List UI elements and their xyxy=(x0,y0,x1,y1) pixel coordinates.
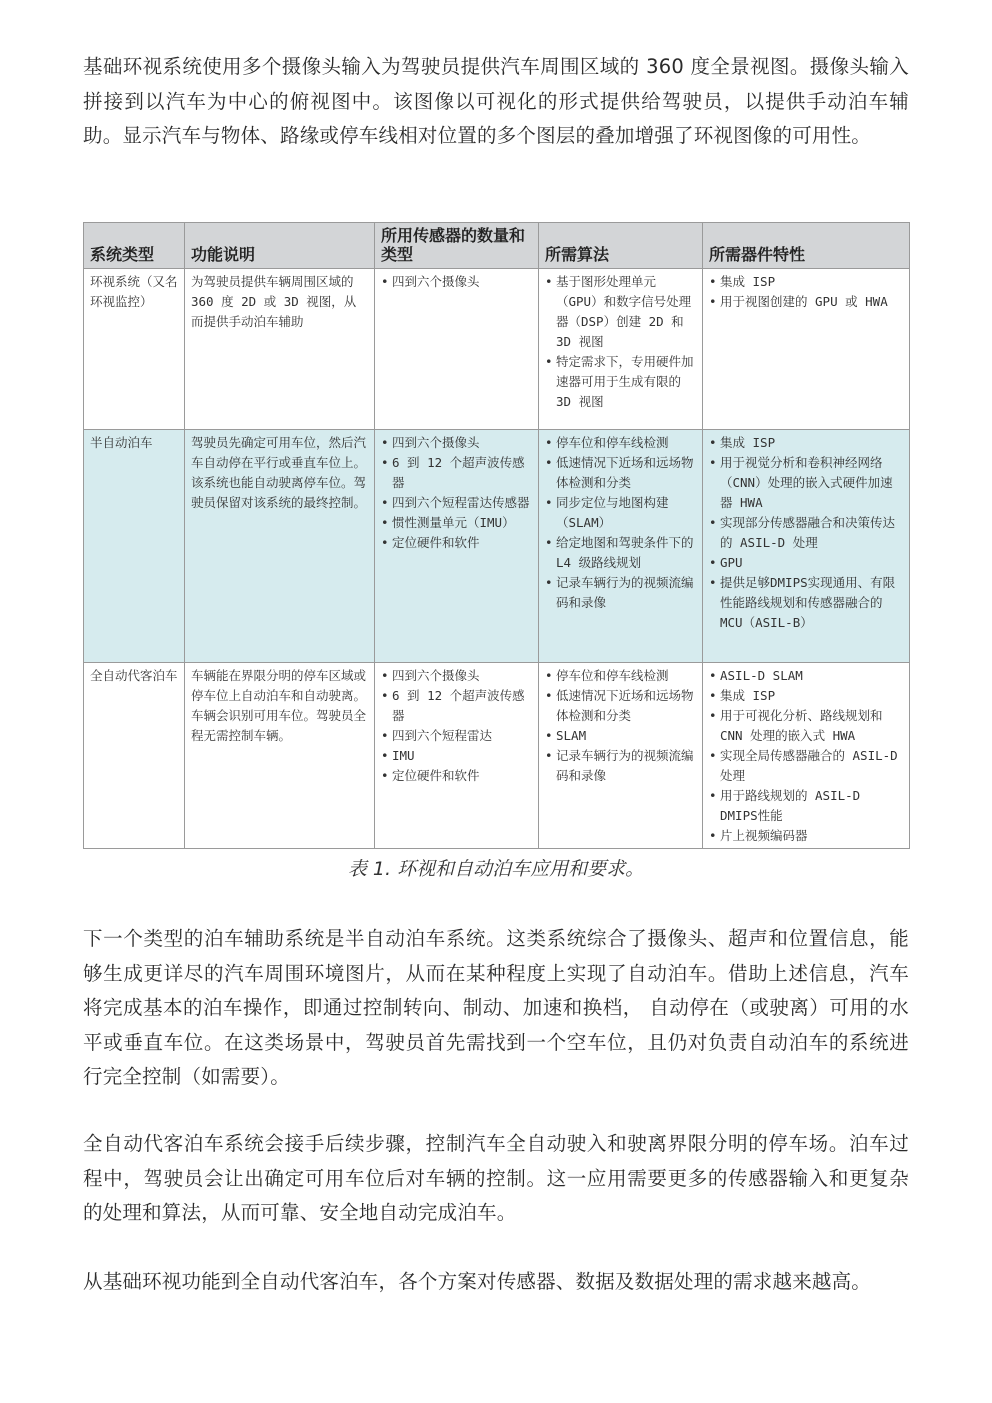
list-item: • 四到六个短程雷达传感器 xyxy=(381,493,532,513)
cell-algorithms xyxy=(539,430,703,663)
list-item: • 用于视觉分析和卷积神经网络（CNN）处理的嵌入式硬件加速器 HWA xyxy=(709,453,903,513)
cell-features xyxy=(703,430,910,663)
cell-system-type: 环视系统（又名环视监控） xyxy=(84,269,185,430)
list-item: • 记录车辆行为的视频流编码和录像 xyxy=(545,746,696,786)
valet-paragraph: 全自动代客泊车系统会接手后续步骤，控制汽车全自动驶入和驶离界限分明的停车场。泊车过程中，驾驶员会让出确定可用车位后对车辆的控制。这一应用需要更多的传感器输入和更复杂的处理和算法，从而可靠、安全地自动完成泊车。 xyxy=(83,1132,909,1224)
cell-sensors xyxy=(375,663,539,849)
list-item: • 给定地图和驾驶条件下的 L4 级路线规划 xyxy=(545,533,696,573)
list-item: • IMU xyxy=(381,746,532,766)
list-item: • 特定需求下，专用硬件加速器可用于生成有限的 3D 视图 xyxy=(545,352,696,412)
list-item: • 记录车辆行为的视频流编码和录像 xyxy=(545,573,696,613)
list-item: • 惯性测量单元（IMU） xyxy=(381,513,532,533)
list-item: • 实现部分传感器融合和决策传达的 ASIL-D 处理 xyxy=(709,513,903,553)
header-system-type: 系统类型 xyxy=(84,223,185,269)
cell-features xyxy=(703,269,910,430)
list-item: • 低速情况下近场和远场物体检测和分类 xyxy=(545,686,696,726)
intro-paragraph: 基础环视系统使用多个摄像头输入为驾驶员提供汽车周围区域的 360 度全景视图。摄像头输入拼接到以汽车为中心的俯视图中。该图像以可视化的形式提供给驾驶员，以提供手动泊车辅助。显示汽车与物体、路缘或停车线相对位置的多个图层的叠加增强了环视图像的可用性。 xyxy=(83,55,909,147)
cell-function: 驾驶员先确定可用车位，然后汽车自动停在平行或垂直车位上。该系统也能自动驶离停车位。驾驶员保留对该系统的最终控制。 xyxy=(185,430,375,663)
list-item: • 四到六个摄像头 xyxy=(381,272,532,292)
list-item: • 四到六个摄像头 xyxy=(381,433,532,453)
table-row xyxy=(84,269,910,430)
header-function: 功能说明 xyxy=(185,223,375,269)
cell-algorithms xyxy=(539,663,703,849)
cell-sensors xyxy=(375,269,539,430)
header-sensors: 所用传感器的数量和类型 xyxy=(375,223,539,269)
cell-function: 为驾驶员提供车辆周围区域的 360 度 2D 或 3D 视图，从而提供手动泊车辅助 xyxy=(185,269,375,430)
table-header-row xyxy=(84,223,910,269)
list-item: • 6 到 12 个超声波传感器 xyxy=(381,686,532,726)
list-item: • GPU xyxy=(709,553,903,573)
list-item: • 提供足够DMIPS实现通用、有限性能路线规划和传感器融合的 MCU（ASIL-B） xyxy=(709,573,903,633)
cell-algorithms xyxy=(539,269,703,430)
cell-system-type: 全自动代客泊车 xyxy=(84,663,185,849)
list-item: • 集成 ISP xyxy=(709,433,903,453)
list-item: • 同步定位与地图构建（SLAM） xyxy=(545,493,696,533)
list-item: • 定位硬件和软件 xyxy=(381,766,532,786)
list-item: • 片上视频编码器 xyxy=(709,826,903,846)
conclusion-paragraph: 从基础环视功能到全自动代客泊车，各个方案对传感器、数据及数据处理的需求越来越高。 xyxy=(83,1270,872,1293)
list-item: • 6 到 12 个超声波传感器 xyxy=(381,453,532,493)
list-item: • 基于图形处理单元（GPU）和数字信号处理器（DSP）创建 2D 和 3D 视图 xyxy=(545,272,696,352)
list-item: • 用于视图创建的 GPU 或 HWA xyxy=(709,292,903,312)
semi-auto-paragraph: 下一个类型的泊车辅助系统是半自动泊车系统。这类系统综合了摄像头、超声和位置信息，能够生成更详尽的汽车周围环境图片，从而在某种程度上实现了自动泊车。借助上述信息，汽车将完成基本的泊车操作，即通过控制转向、制动、加速和换档， 自动停在（或驶离）可用的水平或垂直车位。在这类场景中，驾驶员首先需找到一个空车位，且仍对负责自动泊车的系统进行完全控制（如需要）。 xyxy=(83,927,909,1088)
list-item: • 实现全局传感器融合的 ASIL-D 处理 xyxy=(709,746,903,786)
list-item: • 集成 ISP xyxy=(709,272,903,292)
list-item: • 用于路线规划的 ASIL-D DMIPS性能 xyxy=(709,786,903,826)
cell-sensors xyxy=(375,430,539,663)
list-item: • 停车位和停车线检测 xyxy=(545,433,696,453)
list-item: • 停车位和停车线检测 xyxy=(545,666,696,686)
list-item: • 集成 ISP xyxy=(709,686,903,706)
table-caption: 表 1. 环视和自动泊车应用和要求。 xyxy=(347,858,645,880)
table-row xyxy=(84,430,910,663)
list-item: • ASIL-D SLAM xyxy=(709,666,903,686)
list-item: • 低速情况下近场和远场物体检测和分类 xyxy=(545,453,696,493)
list-item: • SLAM xyxy=(545,726,696,746)
list-item: • 四到六个摄像头 xyxy=(381,666,532,686)
header-features: 所需器件特性 xyxy=(703,223,910,269)
list-item: • 四到六个短程雷达 xyxy=(381,726,532,746)
cell-function: 车辆能在界限分明的停车区域或停车位上自动泊车和自动驶离。车辆会识别可用车位。驾驶员全程无需控制车辆。 xyxy=(185,663,375,849)
list-item: • 定位硬件和软件 xyxy=(381,533,532,553)
table-row xyxy=(84,663,910,849)
cell-system-type: 半自动泊车 xyxy=(84,430,185,663)
parking-systems-table xyxy=(83,222,910,849)
list-item: • 用于可视化分析、路线规划和 CNN 处理的嵌入式 HWA xyxy=(709,706,903,746)
header-algorithms: 所需算法 xyxy=(539,223,703,269)
cell-features xyxy=(703,663,910,849)
